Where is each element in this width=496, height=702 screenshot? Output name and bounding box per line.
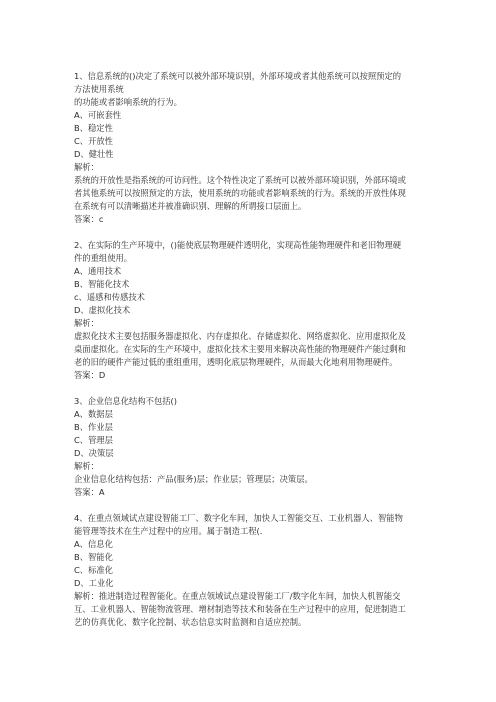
explanation-line: 在系统有可以清晰描述并被准确识别、理解的所谓接口层面上。: [74, 201, 307, 211]
explanation-label: 解析：: [74, 318, 99, 328]
explanation-line: 桌面虚拟化。在实际的生产环境中，虚拟化技术主要用来解决高性能的物理硬件产能过剩和: [74, 344, 406, 354]
answer-line: 答案：c: [74, 214, 104, 224]
question-stem-line: 4、在重点领域试点建设智能工厂、数字化车间，加快人工智能交互、工业机器人、智能物: [74, 513, 403, 523]
option-d: D、工业化: [74, 578, 114, 588]
option-a: A、可嵌套性: [74, 110, 122, 120]
explanation-line: 系统的开放性是指系统的可访问性。这个特性决定了系统可以被外部环境识别，外部环境或: [74, 175, 406, 185]
answer-line: 答案：A: [74, 487, 105, 497]
option-a: A、数据层: [74, 409, 113, 419]
question-stem-line: 方法使用系统: [74, 84, 124, 94]
question-stem-line: 件的重组使用。: [74, 253, 133, 263]
option-c: C、管理层: [74, 435, 113, 445]
question-stem-line: 的功能或者影响系统的行为。: [74, 97, 182, 107]
option-a: A、信息化: [74, 539, 113, 549]
question-stem-line: 能管理等技术在生产过程中的应用。属于制造工程(.: [74, 526, 263, 536]
question-4: [74, 512, 434, 629]
option-c: c、遥感和传感技术: [74, 292, 145, 302]
explanation-line: 互、工业机器人、智能物流管理、增材制造等技术和装备在生产过程中的应用，促进制造工: [74, 604, 406, 614]
option-d: D、决策层: [74, 448, 114, 458]
option-b: B、稳定性: [74, 123, 113, 133]
explanation-line: 企业信息化结构包括：产品(服务)层；作业层；管理层；决策层。: [74, 474, 313, 484]
question-2: [74, 239, 434, 382]
option-b: B、智能化: [74, 552, 113, 562]
option-a: A、通用技术: [74, 266, 122, 276]
explanation-line: 老的旧的硬件产能过低的重组重用，透明化底层物理硬件，从而最大化地利用物理硬件。: [74, 357, 398, 367]
option-d: D、虚拟化技术: [74, 305, 131, 315]
option-b: B、智能化技术: [74, 279, 130, 289]
option-c: C、标准化: [74, 565, 113, 575]
question-1: [74, 70, 434, 226]
explanation-line: 解析：推进制造过程智能化。在重点领域试点建设智能工厂/数字化车间，加快人机智能交: [74, 591, 401, 601]
question-stem-line: 2、在实际的生产环境中，()能使底层物理硬件透明化，实现高性能物理硬件和老旧物理硬: [74, 240, 402, 250]
question-stem-line: 1、信息系统的()决定了系统可以被外部环境识别，外部环境或者其他系统可以按照预定的: [74, 71, 402, 81]
option-b: B、作业层: [74, 422, 113, 432]
explanation-label: 解析：: [74, 162, 99, 172]
question-3: [74, 395, 434, 499]
document-page: [74, 70, 434, 642]
explanation-line: 者其他系统可以按照预定的方法，使用系统的功能或者影响系统的行为。系统的开放性体现: [74, 188, 406, 198]
option-d: D、健壮性: [74, 149, 114, 159]
question-stem-line: 3、企业信息化结构不包括(): [74, 396, 178, 406]
explanation-label: 解析：: [74, 461, 99, 471]
explanation-line: 艺的仿真优化、数字化控制、状态信息实时监测和自适应控制。: [74, 617, 307, 627]
explanation-line: 虚拟化技术主要包括服务器虚拟化、内存虚拟化、存储虚拟化、网络虚拟化、应用虚拟化及: [74, 331, 406, 341]
answer-line: 答案：D: [74, 370, 106, 380]
option-c: C、开放性: [74, 136, 113, 146]
